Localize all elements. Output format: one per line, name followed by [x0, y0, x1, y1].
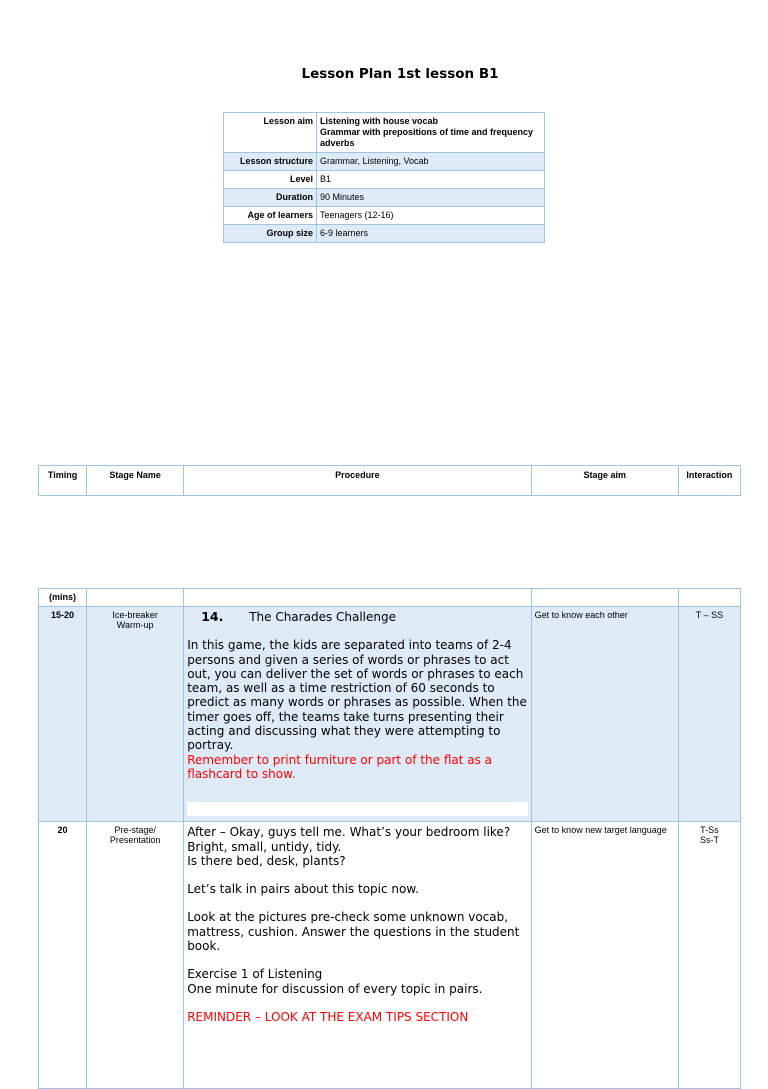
- interaction-line: T-Ss: [700, 825, 719, 836]
- interaction-line: Ss-T: [699, 835, 719, 846]
- heading-text: The Charades Challenge: [249, 610, 397, 624]
- procedure-reminder: Remember to print furniture or part of the flat as a flashcard to show.: [187, 752, 493, 781]
- procedure-heading: [187, 610, 527, 624]
- info-key: Duration: [224, 189, 317, 207]
- stage-name-line: Presentation: [109, 835, 161, 846]
- empty-cell: [87, 589, 184, 607]
- table-row: [39, 607, 741, 822]
- info-value: Listening with house vocab Grammar with prepositions of time and frequency adverbs: [317, 113, 545, 153]
- procedure-line: One minute for discussion of every topic in pairs.: [187, 981, 483, 996]
- table-row: [39, 822, 741, 1089]
- mins-row: [39, 589, 741, 607]
- stage-name-line: Warm-up: [116, 620, 154, 630]
- header-stage-aim: Stage aim: [531, 466, 678, 496]
- info-key: Group size: [224, 225, 317, 243]
- info-row-level: [224, 171, 545, 189]
- procedure-line: Look at the pictures pre-check some unknown vocab, mattress, cushion. Answer the questions in the student book.: [187, 910, 520, 954]
- spacer: [187, 953, 527, 967]
- procedure-line: After – Okay, guys tell me. What’s your bedroom like?: [187, 825, 511, 840]
- lesson-info-table: [223, 112, 545, 243]
- info-key: Age of learners: [224, 207, 317, 225]
- info-value: B1: [317, 171, 545, 189]
- row-interaction: [678, 822, 740, 1089]
- procedure-table: [38, 588, 741, 1089]
- mins-label: (mins): [39, 589, 87, 607]
- procedure-line: Let’s talk in pairs about this topic now.: [187, 882, 419, 897]
- spacer: [187, 896, 527, 910]
- row-procedure: [184, 607, 531, 822]
- stage-name-line: Pre-stage/: [114, 825, 156, 836]
- header-stage-name: Stage Name: [87, 466, 184, 496]
- procedure-header-table: [38, 465, 741, 496]
- row-timing: 15-20: [39, 607, 87, 822]
- info-row-structure: [224, 153, 545, 171]
- info-value: 6-9 learners: [317, 225, 545, 243]
- header-interaction: Interaction: [678, 466, 740, 496]
- procedure-body: In this game, the kids are separated into teams of 2-4 persons and given a series of words or phrases to act out, you can deliver the set of words or phrases to each team, as well as a time restriction of 60 seconds to predict as many words or phrases as possible. When the timer goes off, the teams take turns presenting their acting and discussing what they were attempting to portray.: [187, 638, 527, 753]
- row-timing: 20: [39, 822, 87, 1089]
- info-row-aim: [224, 113, 545, 153]
- header-timing: Timing: [39, 466, 87, 496]
- info-value: Grammar, Listening, Vocab: [317, 153, 545, 171]
- procedure-line: Exercise 1 of Listening: [187, 967, 323, 982]
- page-title: Lesson Plan 1st lesson B1: [301, 66, 499, 82]
- procedure-line: Bright, small, untidy, tidy.: [187, 839, 342, 854]
- procedure-line: Is there bed, desk, plants?: [187, 853, 346, 868]
- empty-cell: [531, 589, 678, 607]
- header-procedure: Procedure: [184, 466, 531, 496]
- row-procedure: [184, 822, 531, 1089]
- row-stage-name: [87, 607, 184, 822]
- row-interaction: T – SS: [678, 607, 740, 822]
- procedure-reminder: REMINDER – LOOK AT THE EXAM TIPS SECTION: [187, 1009, 469, 1024]
- info-key: Lesson aim: [224, 113, 317, 153]
- info-key: Lesson structure: [224, 153, 317, 171]
- heading-number: 14.: [201, 609, 224, 624]
- info-value: Teenagers (12-16): [317, 207, 545, 225]
- empty-cell: [184, 589, 531, 607]
- row-stage-aim: Get to know new target language: [531, 822, 678, 1089]
- info-row-duration: [224, 189, 545, 207]
- empty-cell: [678, 589, 740, 607]
- header-row: [39, 466, 741, 496]
- blank-field: [187, 802, 527, 816]
- info-row-group: [224, 225, 545, 243]
- info-value: 90 Minutes: [317, 189, 545, 207]
- spacer: [187, 996, 527, 1010]
- info-row-age: [224, 207, 545, 225]
- spacer: [187, 868, 527, 882]
- info-key: Level: [224, 171, 317, 189]
- row-stage-name: [87, 822, 184, 1089]
- stage-name-line: Ice-breaker: [112, 610, 158, 620]
- row-stage-aim: Get to know each other: [531, 607, 678, 822]
